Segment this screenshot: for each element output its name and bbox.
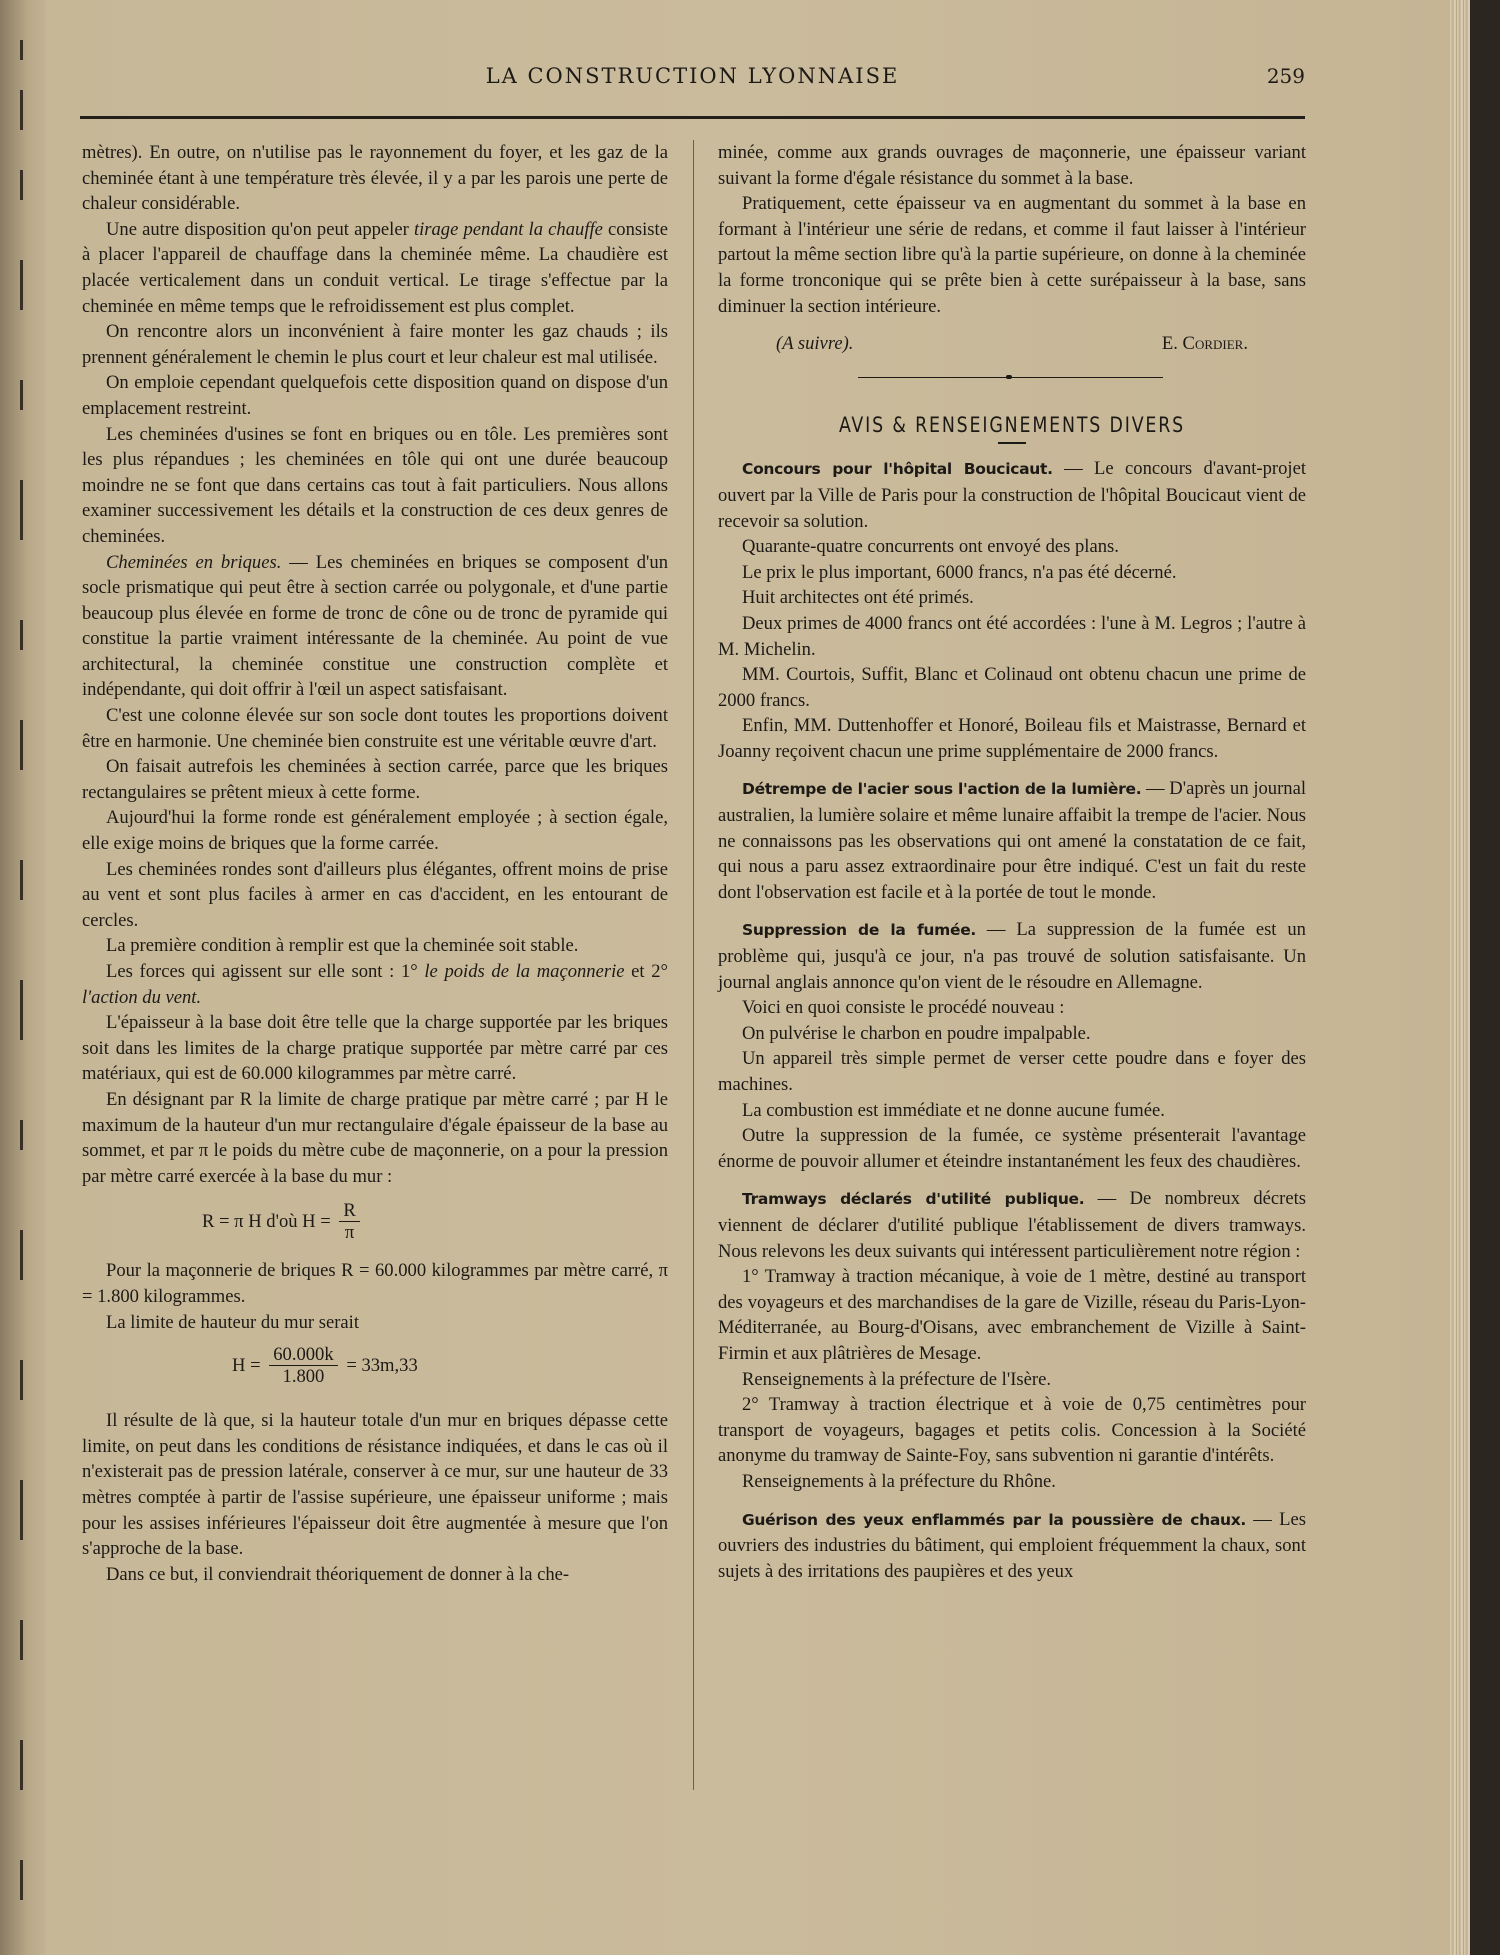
paragraph: Cheminées en briques. — Les cheminées en briques se composent d'un socle prismatique qui peut être à section carrée ou polygonale, et d'une partie beaucoup plus élevée en forme de tronc de cône ou de tronc de pyramide qui constitue la partie vraiment intéressante de la cheminée. Au point de vue architectural, la cheminée constitue une construction complète et indépendante, qui doit offrir à l'œil un aspect satisfaisant.: [82, 551, 668, 701]
paragraph: Outre la suppression de la fumée, ce système présenterait l'avantage énorme de pouvoir allumer et éteindre instantanément les feux des chaudières.: [718, 1125, 1306, 1172]
paragraph: L'épaisseur à la base doit être telle que la charge supportée par les briques soit dans les limites de la charge pratique supportée par mètre carré par ces matériaux, qui est de 60.000 kilogrammes par mètre carré.: [82, 1012, 668, 1085]
paragraph: Voici en quoi consiste le procédé nouveau :: [742, 997, 1065, 1019]
paragraph: Une autre disposition qu'on peut appeler tirage pendant la chauffe consiste à placer l'appareil de chauffage dans la cheminée même. La chaudière est placée verticalement dans un conduit vertical. Le tirage s'effectue par la cheminée en même temps que le refroidissement est plus complet.: [82, 218, 668, 317]
page-number: 259: [1266, 64, 1305, 88]
paragraph: Quarante-quatre concurrents ont envoyé des plans.: [742, 536, 1119, 558]
paragraph: Dans ce but, il conviendrait théoriquement de donner à la che-: [106, 1563, 570, 1585]
journal-title: LA CONSTRUCTION LYONNAISE: [485, 64, 900, 88]
paragraph: Renseignements à la préfecture de l'Isère.: [742, 1368, 1051, 1390]
item-title: Concours pour l'hôpital Boucicaut.: [742, 460, 1053, 479]
paragraph: mètres). En outre, on n'utilise pas le rayonnement du foyer, et les gaz de la cheminée étant à une température très élevée, il y a par les parois une perte de chaleur considérable.: [82, 142, 668, 215]
paragraph: Il résulte de là que, si la hauteur totale d'un mur en briques dépasse cette limite, on peut dans les conditions de résistance indiquées, et dans le cas où il n'existerait pas de pression latérale, conserver à ce mur, sur une hauteur de 33 mètres comptée à partir de l'assise supérieure, une épaisseur uniforme ; mais pour les assises inférieures l'épaisseur doit être augmentée à mesure que l'on s'approche de la base.: [82, 1410, 668, 1560]
article-signature: [718, 331, 1306, 357]
running-header: [80, 64, 1305, 98]
item-title: Tramways déclarés d'utilité publique.: [742, 1190, 1085, 1209]
paragraph: On faisait autrefois les cheminées à section carrée, parce que les briques rectangulaires se prêtent mieux à cette forme.: [82, 756, 668, 803]
column-divider: [693, 140, 694, 1790]
equation-2: H = $\frac{60.000k}{1.800}$ = 33m,33: [232, 1344, 418, 1388]
news-item: Détrempe de l'acier sous l'action de la lumière. — D'après un journal australien, la lumière solaire et même lunaire affaibit la trempe de l'acier. Nous ne connaissons pas les observations qui ont amené la constatation de ce fait, qui nous a paru assez extraordinaire pour être indiqué. C'est un fait du reste dont l'observation est facile et à la portée de tout le monde.: [718, 778, 1306, 903]
paragraph: minée, comme aux grands ouvrages de maçonnerie, une épaisseur variant suivant la forme d'égale résistance du sommet à la base.: [718, 142, 1306, 189]
section-title: AVIS & RENSEIGNEMENTS DIVERS: [838, 412, 1186, 437]
paragraph: On pulvérise le charbon en poudre impalpable.: [742, 1022, 1091, 1044]
item-title: Guérison des yeux enflammés par la poussière de chaux.: [742, 1510, 1247, 1529]
paragraph: Un appareil très simple permet de verser cette poudre dans e foyer des machines.: [718, 1048, 1306, 1095]
paragraph: Deux primes de 4000 francs ont été accordées : l'une à M. Legros ; l'autre à M. Michelin.: [718, 612, 1306, 660]
paragraph: 2° Tramway à traction électrique et à voie de 0,75 centimètres pour transport de voyageurs, bagages et petits colis. Concession à la Société anonyme du tramway de Sainte-Foy, sans subvention ni garantie d'intérêts.: [718, 1394, 1306, 1467]
paragraph: Pratiquement, cette épaisseur va en augmentant du sommet à la base en formant à l'intérieur une série de redans, et comme il faut laisser à l'intérieur partout la même section libre qu'à la partie supérieure, on donne à la cheminée la forme tronconique qui se prête bien à cette surépaisseur à la base, sans diminuer la section intérieure.: [718, 193, 1306, 317]
paragraph: Les cheminées d'usines se font en briques ou en tôle. Les premières sont les plus répandues ; les cheminées en tôle qui ont une durée beaucoup moindre ne se font que dans certains cas tout à fait particuliers. Nous allons examiner successivement les détails et la construction de ces deux genres de cheminées.: [82, 423, 668, 547]
paragraph: En désignant par R la limite de charge pratique par mètre carré ; par H le maximum de la hauteur d'un mur rectangulaire d'égale épaisseur de la base au sommet, et par π le poids du mètre cube de maçonnerie, on a pour la pression par mètre carré exercée à la base du mur :: [82, 1088, 668, 1187]
item-title: Suppression de la fumée.: [742, 921, 976, 940]
paragraph: C'est une colonne élevée sur son socle dont toutes les proportions doivent être en harmonie. Une cheminée bien construite est une véritable œuvre d'art.: [82, 705, 668, 752]
binding-gutter: [0, 0, 46, 1955]
separator-rule: [718, 365, 1306, 387]
paragraph: Les forces qui agissent sur elle sont : 1° le poids de la maçonnerie et 2° l'action du vent.: [82, 961, 668, 1008]
paragraph: MM. Courtois, Suffit, Blanc et Colinaud ont obtenu chacun une prime de 2000 francs.: [718, 664, 1306, 711]
paragraph: Les cheminées rondes sont d'ailleurs plus élégantes, offrent moins de prise au vent et sont plus faciles à armer en cas d'accident, en les entourant de cercles.: [82, 858, 668, 931]
paragraph: Huit architectes ont été primés.: [742, 587, 974, 609]
news-item: Tramways déclarés d'utilité publique. — De nombreux décrets viennent de déclarer d'utilité publique l'établissement de divers tramways. Nous relevons les deux suivants qui intéressent particulièrement notre région :: [718, 1188, 1306, 1262]
paragraph: Pour la maçonnerie de briques R = 60.000 kilogrammes par mètre carré, π = 1.800 kilogrammes.: [82, 1260, 668, 1307]
header-rule: [80, 116, 1305, 119]
news-item: Concours pour l'hôpital Boucicaut. — Le concours d'avant-projet ouvert par la Ville de Paris pour la construction de l'hôpital Boucicaut vient de recevoir sa solution.: [718, 458, 1306, 532]
paragraph: Le prix le plus important, 6000 francs, n'a pas été décerné.: [742, 561, 1177, 583]
to-be-continued: (A suivre).: [776, 333, 854, 355]
author-name: E. Cordier.: [1161, 333, 1248, 355]
paragraph: La combustion est immédiate et ne donne aucune fumée.: [742, 1099, 1165, 1121]
right-column: [718, 140, 1306, 1584]
paragraph: On emploie cependant quelquefois cette disposition quand on dispose d'un emplacement restreint.: [82, 372, 668, 419]
paragraph: 1° Tramway à traction mécanique, à voie de 1 mètre, destiné au transport des voyageurs et des marchandises de la gare de Vizille, réseau du Paris-Lyon-Méditerranée, au Bourg-d'Oisans, avec embranchement de Vizille à Saint-Firmin et aux plâtrières de Mesage.: [718, 1266, 1306, 1364]
paragraph: Aujourd'hui la forme ronde est généralement employée ; à section égale, elle exige moins de briques que la forme carrée.: [82, 807, 668, 855]
item-title: Détrempe de l'acier sous l'action de la lumière.: [742, 780, 1142, 799]
section-dash: [998, 442, 1026, 444]
left-column: [82, 140, 668, 1587]
paragraph: La limite de hauteur du mur serait: [106, 1311, 359, 1333]
dark-background-edge: [1470, 0, 1500, 1955]
paragraph: Renseignements à la préfecture du Rhône.: [742, 1470, 1056, 1492]
news-item: Suppression de la fumée. — La suppression de la fumée est un problème qui, jusqu'à ce jour, n'a pas trouvé de solution satisfaisante. Un journal anglais annonce qu'on vient de le résoudre en Allemagne.: [718, 919, 1306, 993]
equation-1: R = π H d'où H = $\frac{R}{\pi}$: [82, 1201, 668, 1244]
paragraph: On rencontre alors un inconvénient à faire monter les gaz chauds ; ils prennent généralement le chemin le plus court et leur chaleur est mal utilisée.: [82, 321, 668, 368]
news-item: Guérison des yeux enflammés par la poussière de chaux. — Les ouvriers des industries du bâtiment, qui emploient fréquemment la chaux, sont sujets à des irritations des paupières et des yeux: [718, 1508, 1306, 1582]
paragraph: La première condition à remplir est que la cheminée soit stable.: [106, 935, 579, 957]
paragraph: Enfin, MM. Duttenhoffer et Honoré, Boileau fils et Maistrasse, Bernard et Joanny reçoivent chacun une prime supplémentaire de 2000 francs.: [718, 715, 1306, 762]
